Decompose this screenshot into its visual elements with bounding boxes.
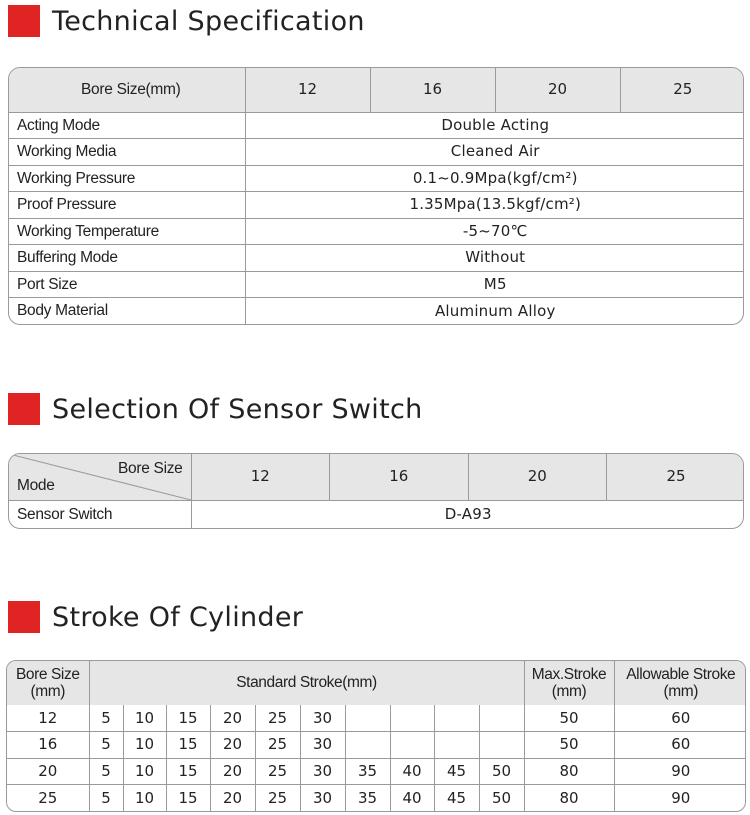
spec-label: Working Media — [9, 139, 245, 166]
spec-value: 0.1~0.9Mpa(kgf/cm²) — [245, 165, 744, 192]
stroke-cell — [345, 705, 390, 732]
spec-value: Double Acting — [245, 112, 744, 139]
section-header-stroke — [8, 600, 303, 634]
stroke-cell: 5 — [89, 758, 123, 785]
table-row — [9, 245, 744, 272]
stroke-cell: 30 — [300, 705, 345, 732]
stroke-cell: 10 — [123, 758, 166, 785]
table-row — [9, 112, 744, 139]
table-row — [7, 758, 746, 785]
red-square-icon — [8, 5, 40, 37]
stroke-cell: 35 — [345, 785, 390, 812]
stroke-cell: 30 — [300, 785, 345, 812]
stroke-table-body — [7, 705, 746, 811]
spec-label: Buffering Mode — [9, 245, 245, 272]
allowable-stroke-cell: 90 — [671, 788, 691, 807]
max-stroke-header: Max.Stroke (mm) — [524, 661, 614, 705]
table-row — [9, 165, 744, 192]
stroke-cell: 50 — [479, 758, 524, 785]
stroke-cell: 45 — [434, 758, 479, 785]
section-header-sensor — [8, 392, 423, 426]
stroke-cell — [434, 732, 479, 759]
stroke-cell — [390, 705, 434, 732]
stroke-cell — [390, 732, 434, 759]
stroke-cell: 35 — [345, 758, 390, 785]
red-square-icon — [8, 393, 40, 425]
bore-header-cell: 20 — [468, 454, 607, 500]
bore-size-header: Bore Size (mm) — [7, 661, 89, 705]
bore-header-cell: 25 — [607, 454, 745, 500]
max-stroke-cell: 50 — [524, 732, 614, 759]
table-row — [9, 298, 744, 325]
max-stroke-cell: 80 — [524, 758, 614, 785]
max-stroke-cell: 80 — [524, 785, 614, 812]
stroke-cell: 25 — [255, 732, 300, 759]
stroke-cell: 20 — [210, 785, 255, 812]
stroke-cell: 15 — [166, 705, 210, 732]
stroke-cell: 40 — [390, 785, 434, 812]
stroke-cell: 30 — [300, 732, 345, 759]
spec-value: Without — [245, 245, 744, 272]
stroke-cell: 15 — [166, 785, 210, 812]
spec-label: Body Material — [9, 298, 245, 325]
table-row — [9, 500, 744, 528]
section-title: Selection Of Sensor Switch — [52, 393, 423, 425]
bore-header-cell: 12 — [245, 68, 370, 112]
spec-label: Working Temperature — [9, 218, 245, 245]
table-row — [7, 732, 746, 759]
bore-header-cell: 16 — [370, 68, 495, 112]
bore-header-cell: 16 — [330, 454, 469, 500]
stroke-cell — [479, 705, 524, 732]
sensor-switch-table — [8, 453, 744, 529]
stroke-cell: 10 — [123, 732, 166, 759]
stroke-cell: 20 — [210, 758, 255, 785]
table-row — [7, 785, 746, 812]
stroke-cell — [434, 705, 479, 732]
stroke-cell: 25 — [255, 785, 300, 812]
stroke-cell: 45 — [434, 785, 479, 812]
stroke-cell: 25 — [255, 758, 300, 785]
spec-label: Port Size — [9, 271, 245, 298]
stroke-cell: 5 — [89, 705, 123, 732]
table-row — [9, 139, 744, 166]
spec-label: Working Pressure — [9, 165, 245, 192]
bore-header-cell: 12 — [191, 454, 330, 500]
stroke-cell: 30 — [300, 758, 345, 785]
spec-value: Cleaned Air — [245, 139, 744, 166]
section-title: Technical Specification — [52, 5, 365, 37]
stroke-cell: 25 — [255, 705, 300, 732]
bore-header-cell: 25 — [620, 68, 744, 112]
table-row — [9, 192, 744, 219]
spec-value: 1.35Mpa(13.5kgf/cm²) — [245, 192, 744, 219]
sensor-switch-value: D-A93 — [444, 504, 492, 523]
section-title: Stroke Of Cylinder — [52, 601, 304, 633]
diagonal-header-cell — [9, 454, 191, 500]
table-header-row — [7, 661, 746, 705]
spec-label: Proof Pressure — [9, 192, 245, 219]
tech-spec-table — [8, 67, 744, 325]
stroke-cell: 15 — [166, 758, 210, 785]
bore-header-cell: 20 — [495, 68, 620, 112]
stroke-cell: 40 — [390, 758, 434, 785]
spec-value: -5~70℃ — [245, 218, 744, 245]
spec-value: Aluminum Alloy — [434, 301, 556, 320]
bore-size-cell: 16 — [7, 732, 89, 759]
bore-size-cell: 25 — [7, 785, 89, 812]
stroke-cell: 10 — [123, 705, 166, 732]
table-row — [7, 705, 746, 732]
table-header-row — [9, 454, 744, 500]
spec-label: Acting Mode — [9, 112, 245, 139]
table-row — [9, 271, 744, 298]
max-stroke-cell: 50 — [524, 705, 614, 732]
bore-size-cell: 12 — [7, 705, 89, 732]
stroke-cell — [345, 732, 390, 759]
spec-value: M5 — [245, 271, 744, 298]
red-square-icon — [8, 601, 40, 633]
allowable-stroke-cell: 60 — [614, 705, 746, 732]
stroke-cell: 20 — [210, 732, 255, 759]
allowable-stroke-cell: 60 — [614, 732, 746, 759]
stroke-cell: 20 — [210, 705, 255, 732]
mode-corner-label: Mode — [17, 477, 55, 494]
bore-size-corner-label: Bore Size — [118, 460, 183, 477]
bore-size-cell: 20 — [7, 758, 89, 785]
standard-stroke-header: Standard Stroke(mm) — [89, 661, 524, 705]
stroke-cell: 5 — [89, 785, 123, 812]
allowable-stroke-cell: 90 — [614, 758, 746, 785]
table-row — [9, 218, 744, 245]
bore-size-header: Bore Size(mm) — [9, 68, 245, 112]
stroke-cell: 15 — [166, 732, 210, 759]
stroke-cell: 10 — [123, 785, 166, 812]
stroke-table — [6, 660, 746, 812]
section-header-tech — [8, 4, 365, 38]
stroke-cell: 50 — [479, 785, 524, 812]
stroke-cell: 5 — [89, 732, 123, 759]
sensor-switch-label: Sensor Switch — [9, 500, 191, 528]
stroke-cell — [479, 732, 524, 759]
allowable-stroke-header: Allowable Stroke (mm) — [614, 661, 746, 705]
table-header-row — [9, 68, 744, 112]
